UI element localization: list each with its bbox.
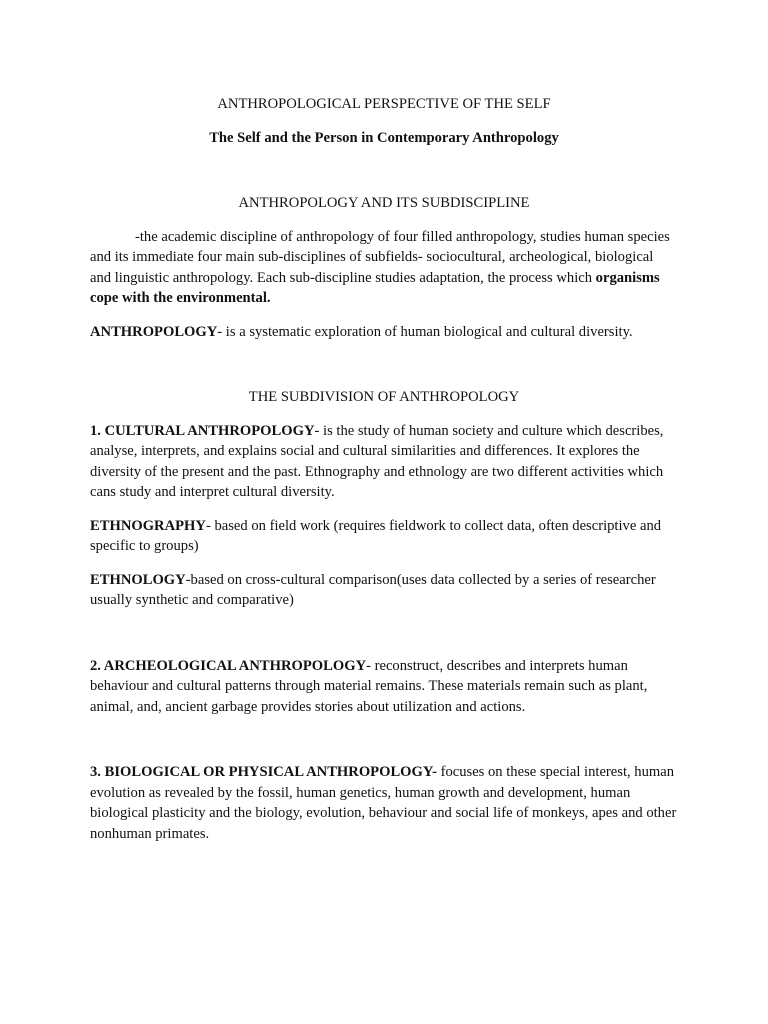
cultural-anthropology-term: 1. CULTURAL ANTHROPOLOGY [90, 422, 315, 439]
document-title: ANTHROPOLOGICAL PERSPECTIVE OF THE SELF [217, 96, 551, 112]
archeological-anthropology-text: - reconstruct, describes and interprets human behaviour and cultural patterns through material remains. These materials remain such as plant, animal, and, ancient garbage provides stories about utilization and actions. [90, 657, 648, 715]
ethnography-text: - based on field work (requires fieldwork to collect data, often descriptive and specific to groups) [90, 517, 662, 554]
anthropology-definition [90, 322, 678, 343]
section-heading-subdivision: THE SUBDIVISION OF ANTHROPOLOGY [248, 389, 520, 405]
archeological-anthropology-paragraph [90, 656, 678, 718]
document-subtitle: The Self and the Person in Contemporary Anthropology [209, 129, 559, 146]
ethnology-term: ETHNOLOGY [90, 571, 186, 588]
biological-anthropology-term: 3. BIOLOGICAL OR PHYSICAL ANTHROPOLOGY- [90, 764, 437, 780]
section-heading-subdiscipline: ANTHROPOLOGY AND ITS SUBDISCIPLINE [238, 195, 530, 211]
biological-anthropology-text: focuses on these special interest, human evolution as revealed by the fossil, human genetics, human growth and development, human biological plasticity and the biology, evolution, behaviour and social life of monkeys, apes and other nonhuman primates. [90, 764, 677, 842]
cultural-anthropology-text: - is the study of human society and culture which describes, analyse, interprets, and explains social and cultural similarities and differences. It explores the diversity of the present and the past. Ethnography and ethnology are two different activities which cans study and interpret cultural diversity. [90, 422, 664, 500]
intro-paragraph [90, 227, 678, 309]
intro-text: -the academic discipline of anthropology of four filled anthropology, studies human species and its immediate four main sub-disciplines of subfields- sociocultural, archeological, biological and linguistic anthropology. Each sub-discipline studies adaptation, the process which [90, 228, 670, 286]
ethnography-paragraph [90, 516, 678, 557]
archeological-anthropology-term: 2. ARCHEOLOGICAL ANTHROPOLOGY [90, 657, 367, 674]
anthropology-definition-text: - is a systematic exploration of human biological and cultural diversity. [217, 323, 633, 340]
ethnography-term: ETHNOGRAPHY [90, 517, 206, 534]
ethnology-text: -based on cross-cultural comparison(uses data collected by a series of researcher usually synthetic and comparative) [90, 571, 656, 608]
biological-anthropology-paragraph [90, 762, 678, 844]
anthropology-term: ANTHROPOLOGY [90, 323, 218, 340]
cultural-anthropology-paragraph [90, 421, 678, 503]
intro-bold-text: organisms cope with the environmental. [90, 269, 660, 306]
ethnology-paragraph [90, 570, 678, 611]
